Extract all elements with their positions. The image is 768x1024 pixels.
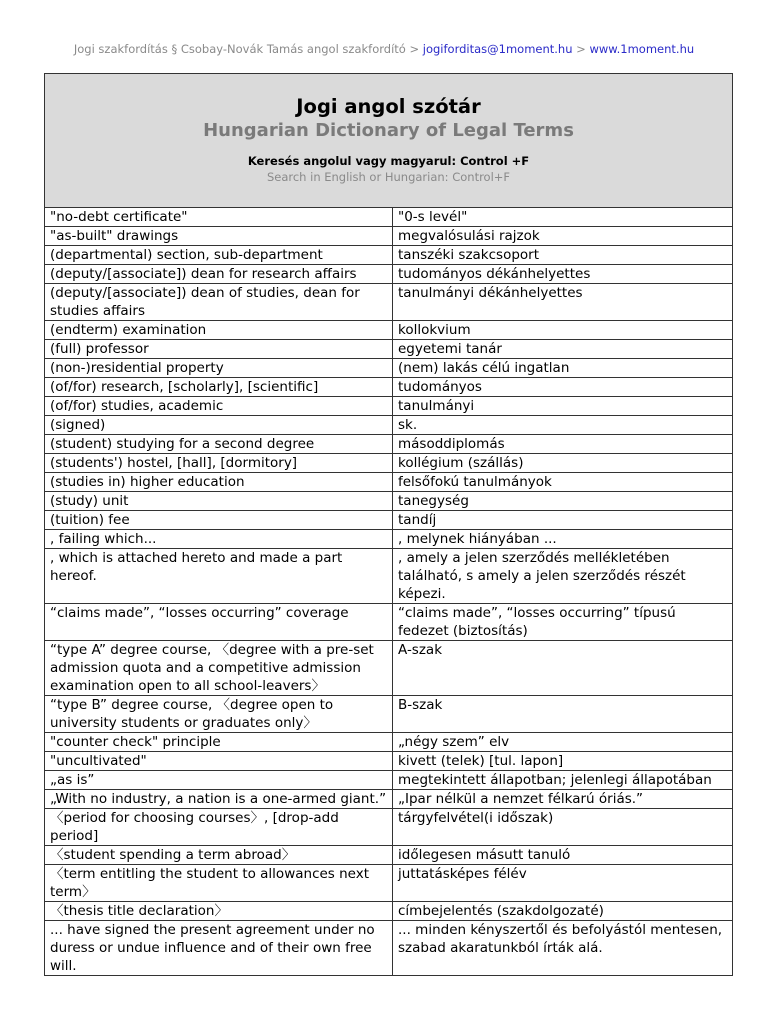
table-row	[45, 921, 732, 976]
english-term: (deputy/[associate]) dean for research affairs	[45, 265, 393, 284]
hungarian-term: tanulmányi	[393, 397, 733, 416]
table-row	[45, 530, 732, 549]
dictionary-frame	[44, 73, 733, 976]
table-row	[45, 321, 732, 340]
table-row	[45, 771, 732, 790]
website-link[interactable]: www.1moment.hu	[589, 42, 695, 56]
table-row	[45, 492, 732, 511]
hungarian-term: kollégium (szállás)	[393, 454, 733, 473]
english-term: 〈thesis title declaration〉	[45, 902, 393, 921]
author-line: Jogi szakfordítás § Csobay-Novák Tamás angol szakfordító >	[73, 42, 423, 56]
table-row	[45, 752, 732, 771]
hungarian-term: , melynek hiányában ...	[393, 530, 733, 549]
hungarian-term: tudományos	[393, 378, 733, 397]
search-hint-english: Search in English or Hungarian: Control+F	[266, 170, 511, 184]
english-term: (non-)residential property	[45, 359, 393, 378]
english-term: "no-debt certificate"	[45, 208, 393, 227]
table-row	[45, 846, 732, 865]
english-term: (deputy/[associate]) dean of studies, dean for studies affairs	[45, 284, 393, 321]
english-term: "uncultivated"	[45, 752, 393, 771]
hungarian-term: A-szak	[393, 641, 733, 696]
hungarian-term: tandíj	[393, 511, 733, 530]
table-row	[45, 549, 732, 604]
english-term: (of/for) research, [scholarly], [scientific]	[45, 378, 393, 397]
table-row	[45, 473, 732, 492]
separator: >	[572, 42, 590, 56]
english-term: "as-built" drawings	[45, 227, 393, 246]
search-hint-hungarian: Keresés angolul vagy magyarul: Control +F	[247, 154, 530, 168]
hungarian-term: „négy szem” elv	[393, 733, 733, 752]
english-term: (tuition) fee	[45, 511, 393, 530]
hungarian-term: tárgyfelvétel(i időszak)	[393, 809, 733, 846]
table-row	[45, 865, 732, 902]
dictionary-subtitle: Hungarian Dictionary of Legal Terms	[203, 120, 574, 141]
english-term: "counter check" principle	[45, 733, 393, 752]
english-term: (endterm) examination	[45, 321, 393, 340]
english-term: (studies in) higher education	[45, 473, 393, 492]
english-term: (of/for) studies, academic	[45, 397, 393, 416]
table-row	[45, 284, 732, 321]
english-term: (students') hostel, [hall], [dormitory]	[45, 454, 393, 473]
page-header-line	[0, 42, 768, 56]
hungarian-term: tanegység	[393, 492, 733, 511]
hungarian-term: , amely a jelen szerződés mellékletében található, s amely a jelen szerződés részét képezi.	[393, 549, 733, 604]
hungarian-term: juttatásképes félév	[393, 865, 733, 902]
table-row	[45, 397, 732, 416]
english-term: “type A” degree course, 〈degree with a pre-set admission quota and a competitive admission examination open to all school-leavers〉	[45, 641, 393, 696]
english-term: „as is”	[45, 771, 393, 790]
hungarian-term: tanszéki szakcsoport	[393, 246, 733, 265]
english-term: (full) professor	[45, 340, 393, 359]
table-row	[45, 641, 732, 696]
hungarian-term: megvalósulási rajzok	[393, 227, 733, 246]
table-row	[45, 511, 732, 530]
hungarian-term: megtekintett állapotban; jelenlegi állapotában	[393, 771, 733, 790]
table-row	[45, 809, 732, 846]
table-row	[45, 604, 732, 641]
table-row	[45, 902, 732, 921]
english-term: ... have signed the present agreement under no duress or undue influence and of their own free will.	[45, 921, 393, 976]
hungarian-term: címbejelentés (szakdolgozaté)	[393, 902, 733, 921]
table-row	[45, 340, 732, 359]
table-row	[45, 790, 732, 809]
hungarian-term: (nem) lakás célú ingatlan	[393, 359, 733, 378]
table-row	[45, 246, 732, 265]
hungarian-term: ... minden kényszertől és befolyástól mentesen, szabad akaratunkból írták alá.	[393, 921, 733, 976]
english-term: , which is attached hereto and made a part hereof.	[45, 549, 393, 604]
english-term: “type B” degree course, 〈degree open to university students or graduates only〉	[45, 696, 393, 733]
hungarian-term: kollokvium	[393, 321, 733, 340]
hungarian-term: „Ipar nélkül a nemzet félkarú óriás.”	[393, 790, 733, 809]
table-row	[45, 696, 732, 733]
table-row	[45, 227, 732, 246]
english-term: “claims made”, “losses occurring” coverage	[45, 604, 393, 641]
hungarian-term: B-szak	[393, 696, 733, 733]
email-link[interactable]: jogiforditas@1moment.hu	[422, 42, 573, 56]
english-term: (study) unit	[45, 492, 393, 511]
hungarian-term: másoddiplomás	[393, 435, 733, 454]
english-term: 〈term entitling the student to allowances next term〉	[45, 865, 393, 902]
hungarian-term: tudományos dékánhelyettes	[393, 265, 733, 284]
hungarian-term: “claims made”, “losses occurring” típusú fedezet (biztosítás)	[393, 604, 733, 641]
english-term: (signed)	[45, 416, 393, 435]
table-row	[45, 208, 732, 227]
english-term: 〈student spending a term abroad〉	[45, 846, 393, 865]
hungarian-term: tanulmányi dékánhelyettes	[393, 284, 733, 321]
english-term: (departmental) section, sub-department	[45, 246, 393, 265]
hungarian-term: időlegesen másutt tanuló	[393, 846, 733, 865]
table-row	[45, 454, 732, 473]
hungarian-term: felsőfokú tanulmányok	[393, 473, 733, 492]
table-row	[45, 359, 732, 378]
table-row	[45, 416, 732, 435]
hungarian-term: kivett (telek) [tul. lapon]	[393, 752, 733, 771]
table-row	[45, 435, 732, 454]
english-term: (student) studying for a second degree	[45, 435, 393, 454]
table-row	[45, 265, 732, 284]
dictionary-header	[45, 74, 732, 208]
english-term: 〈period for choosing courses〉, [drop-add period]	[45, 809, 393, 846]
hungarian-term: sk.	[393, 416, 733, 435]
hungarian-term: egyetemi tanár	[393, 340, 733, 359]
english-term: , failing which...	[45, 530, 393, 549]
table-row	[45, 378, 732, 397]
hungarian-term: "0-s levél"	[393, 208, 733, 227]
table-row	[45, 733, 732, 752]
english-term: „With no industry, a nation is a one-armed giant.”	[45, 790, 393, 809]
dictionary-table	[45, 208, 732, 975]
dictionary-title: Jogi angol szótár	[296, 95, 481, 118]
